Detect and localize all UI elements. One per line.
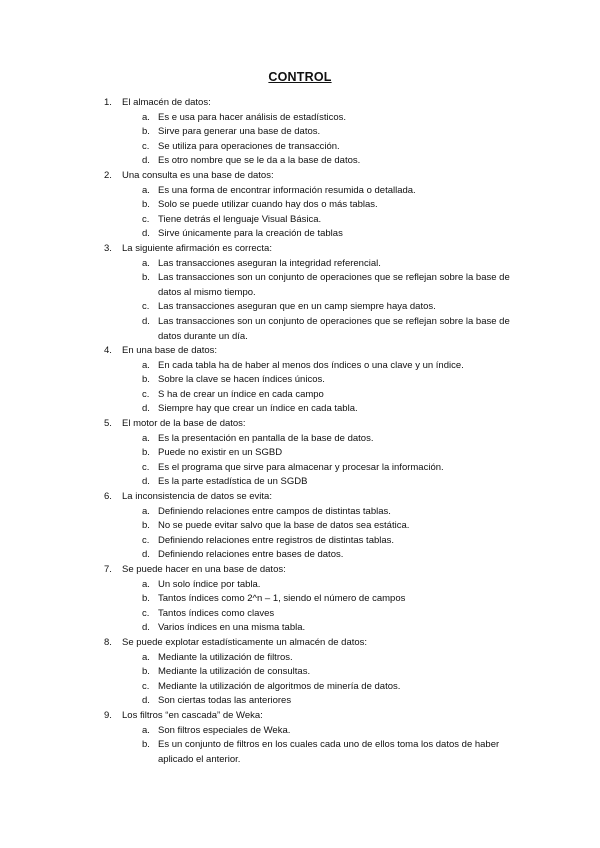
option-text: Sobre la clave se hacen índices únicos. [158,374,325,386]
answer-option [0,111,600,126]
question-item [0,417,600,490]
answer-option [0,154,600,169]
option-letter: b. [142,199,150,211]
answer-option [0,227,600,242]
question-number: 1. [104,97,112,108]
option-letter: b. [142,739,150,751]
question-text: Se puede hacer en una base de datos: [122,564,286,575]
option-text: Es un conjunto de filtros en los cuales cada uno de ellos toma los datos de haber aplicado el anterior. [158,739,500,765]
option-text: Sirve únicamente para la creación de tablas [158,228,343,240]
option-letter: d. [142,622,150,634]
answer-option [0,665,600,680]
option-text: Un solo índice por tabla. [158,578,261,590]
option-letter: c. [142,140,150,152]
option-text: Puede no existir en un SGBD [158,447,283,459]
answer-option [0,198,600,213]
question-text: Los filtros “en cascada” de Weka: [122,709,263,721]
question-number: 6. [104,491,112,503]
question-item [0,490,600,563]
question-text: La siguiente afirmación es correcta: [122,242,272,254]
answer-option [0,140,600,155]
answer-option [0,257,600,272]
option-letter: c. [142,607,150,619]
option-text: No se puede evitar salvo que la base de datos sea estática. [158,520,410,532]
option-text: Mediante la utilización de consultas. [158,666,311,678]
option-letter: c. [142,213,150,225]
option-letter: a. [142,184,150,196]
answer-option [0,402,600,417]
question-number: 5. [104,418,112,430]
option-text: Es el programa que sirve para almacenar y procesar la información. [158,461,444,473]
option-text: Definiendo relaciones entre registros de distintas tablas. [158,534,395,546]
question-number: 4. [104,345,112,357]
question-number: 3. [104,242,112,254]
question-header [0,709,600,724]
option-letter: a. [142,724,150,736]
answer-option [0,621,600,636]
option-letter: c. [142,388,150,400]
option-letter: c. [142,301,150,313]
answer-option [0,548,600,563]
answer-option [0,578,600,593]
option-letter: a. [142,111,150,123]
answer-option [0,388,600,403]
option-letter: d. [142,476,150,488]
option-text: Siempre hay que crear un índice en cada tabla. [158,403,358,415]
answer-option [0,125,600,140]
answer-option [0,184,600,199]
option-text: Definiendo relaciones entre campos de distintas tablas. [158,505,391,517]
question-header [0,490,600,505]
option-text: Tantos índices como 2^n – 1, siendo el número de campos [158,593,406,605]
question-header [0,563,600,578]
option-letter: c. [142,534,150,546]
answer-option [0,607,600,622]
option-text: Es otro nombre que se le da a la base de datos. [158,155,361,167]
option-letter: a. [142,257,150,269]
question-text: En una base de datos: [122,345,218,357]
answer-option [0,213,600,228]
option-text: Definiendo relaciones entre bases de datos. [158,549,344,561]
question-text: El motor de la base de datos: [122,418,246,430]
option-text: Las transacciones son un conjunto de operaciones que se reflejan sobre la base de datos durante un día. [158,315,510,342]
option-letter: a. [142,505,150,517]
question-text: Una consulta es una base de datos: [122,169,274,181]
question-item [0,563,600,636]
question-header [0,636,600,651]
answer-option [0,432,600,447]
answer-option [0,373,600,388]
question-item [0,96,600,169]
answer-option [0,446,600,461]
question-number: 8. [104,636,112,648]
option-letter: a. [142,578,150,590]
option-text: Mediante la utilización de algoritmos de minería de datos. [158,680,401,692]
answer-option [0,359,600,374]
answer-option [0,461,600,476]
option-letter: b. [142,126,150,138]
option-text: Tiene detrás el lenguaje Visual Básica. [158,213,322,225]
question-list [0,96,600,767]
option-letter: c. [142,461,150,473]
answer-option [0,300,600,315]
question-item [0,636,600,709]
option-text: Sirve para generar una base de datos. [158,126,321,138]
question-item [0,344,600,417]
option-letter: d. [142,315,150,327]
option-letter: a. [142,432,150,444]
question-item [0,709,600,767]
option-letter: c. [142,680,150,692]
question-header [0,169,600,184]
option-text: En cada tabla ha de haber al menos dos índices o una clave y un índice. [158,359,464,371]
option-text: Las transacciones son un conjunto de operaciones que se reflejan sobre la base de datos al mismo tiempo. [158,272,510,298]
answer-option [0,519,600,534]
option-text: Varios índices en una misma tabla. [158,622,306,634]
option-text: Es una forma de encontrar información resumida o detallada. [158,184,416,196]
option-letter: a. [142,651,150,663]
question-header [0,242,600,257]
option-letter: d. [142,549,150,561]
question-header [0,417,600,432]
answer-option [0,724,600,739]
option-letter: b. [142,593,150,605]
option-text: Las transacciones aseguran que en un camp siempre haya datos. [158,301,436,313]
option-letter: b. [142,666,150,678]
option-letter: d. [142,228,150,240]
option-letter: d. [142,695,150,707]
option-text: Es la parte estadística de un SGDB [158,476,308,488]
option-text: S ha de crear un índice en cada campo [158,388,324,400]
question-header [0,96,600,111]
option-text: Es e usa para hacer análisis de estadísticos. [158,111,346,123]
option-letter: a. [142,359,150,371]
question-number: 7. [104,564,112,575]
answer-option [0,694,600,709]
option-letter: b. [142,520,150,532]
answer-option [0,315,600,344]
option-letter: b. [142,374,150,386]
question-text: La inconsistencia de datos se evita: [122,491,272,503]
option-text: Solo se puede utilizar cuando hay dos o más tablas. [158,199,378,211]
option-letter: d. [142,403,150,415]
answer-option [0,505,600,520]
answer-option [0,475,600,490]
option-text: Tantos índices como claves [158,607,275,619]
question-text: El almacén de datos: [122,97,211,108]
option-text: Son ciertas todas las anteriores [158,695,292,707]
question-header [0,344,600,359]
option-text: Mediante la utilización de filtros. [158,651,293,663]
question-number: 2. [104,169,112,181]
question-number: 9. [104,709,112,721]
answer-option [0,738,600,767]
option-text: Son filtros especiales de Weka. [158,724,291,736]
option-text: Las transacciones aseguran la integridad referencial. [158,257,381,269]
answer-option [0,651,600,666]
question-item [0,242,600,344]
option-text: Es la presentación en pantalla de la base de datos. [158,432,374,444]
question-text: Se puede explotar estadísticamente un almacén de datos: [122,636,368,648]
option-text: Se utiliza para operaciones de transacción. [158,140,340,152]
option-letter: b. [142,272,150,284]
answer-option [0,534,600,549]
page-title: CONTROL [268,70,332,84]
option-letter: b. [142,447,150,459]
option-letter: d. [142,155,150,167]
answer-option [0,680,600,695]
answer-option [0,592,600,607]
answer-option [0,271,600,300]
question-item [0,169,600,242]
